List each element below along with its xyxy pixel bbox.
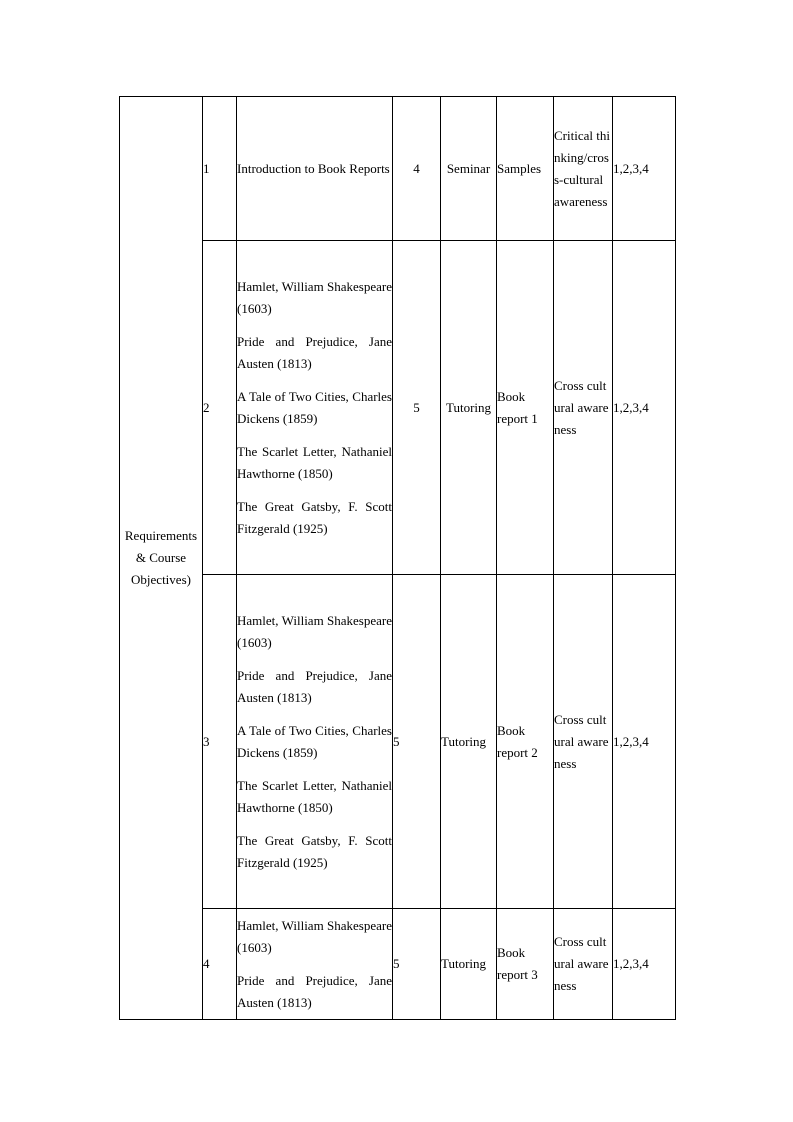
- content-cell: [237, 241, 393, 575]
- assessment-cell: Book report 2: [497, 575, 554, 909]
- content-cell: [237, 97, 393, 241]
- requirements-cell: Requirements & Course Objectives): [120, 97, 203, 1020]
- content-item: Hamlet, William Shakespeare (1603): [237, 278, 392, 316]
- objectives-cell: 1,2,3,4: [613, 97, 676, 241]
- method-cell: Seminar: [441, 97, 497, 241]
- objectives-cell: 1,2,3,4: [613, 909, 676, 1020]
- skills-cell: Critical thinking/cross-cultural awareness: [554, 97, 613, 241]
- content-cell: [237, 909, 393, 1020]
- content-item: The Scarlet Letter, Nathaniel Hawthorne (1850): [237, 443, 392, 481]
- method-cell: Tutoring: [441, 575, 497, 909]
- objectives-cell: 1,2,3,4: [613, 241, 676, 575]
- week-cell: 4: [203, 909, 237, 1020]
- method-cell: Tutoring: [441, 241, 497, 575]
- skills-cell: Cross cultural awareness: [554, 241, 613, 575]
- syllabus-table: [119, 96, 676, 1020]
- content-item: Pride and Prejudice, Jane Austen (1813): [237, 972, 392, 1010]
- objectives-cell: 1,2,3,4: [613, 575, 676, 909]
- content-item: The Great Gatsby, F. Scott Fitzgerald (1925): [237, 498, 392, 536]
- skills-cell: Cross cultural awareness: [554, 909, 613, 1020]
- hours-cell: 5: [393, 241, 441, 575]
- week-cell: 1: [203, 97, 237, 241]
- content-item: The Great Gatsby, F. Scott Fitzgerald (1925): [237, 832, 392, 870]
- hours-cell: 5: [393, 909, 441, 1020]
- method-cell: Tutoring: [441, 909, 497, 1020]
- content-item: A Tale of Two Cities, Charles Dickens (1859): [237, 388, 392, 426]
- skills-cell: Cross cultural awareness: [554, 575, 613, 909]
- content-item: Pride and Prejudice, Jane Austen (1813): [237, 667, 392, 705]
- assessment-cell: Book report 1: [497, 241, 554, 575]
- content-item: Hamlet, William Shakespeare (1603): [237, 917, 392, 955]
- content-item: Hamlet, William Shakespeare (1603): [237, 612, 392, 650]
- table-row: [120, 575, 676, 909]
- content-cell: [237, 575, 393, 909]
- table-row: [120, 909, 676, 1020]
- week-cell: 2: [203, 241, 237, 575]
- content-item: The Scarlet Letter, Nathaniel Hawthorne (1850): [237, 777, 392, 815]
- hours-cell: 4: [393, 97, 441, 241]
- assessment-cell: Samples: [497, 97, 554, 241]
- content-item: Introduction to Book Reports: [237, 160, 390, 176]
- content-item: Pride and Prejudice, Jane Austen (1813): [237, 333, 392, 371]
- week-cell: 3: [203, 575, 237, 909]
- content-item: A Tale of Two Cities, Charles Dickens (1859): [237, 722, 392, 760]
- hours-cell: 5: [393, 575, 441, 909]
- table-row: [120, 241, 676, 575]
- table-row: [120, 97, 676, 241]
- assessment-cell: Book report 3: [497, 909, 554, 1020]
